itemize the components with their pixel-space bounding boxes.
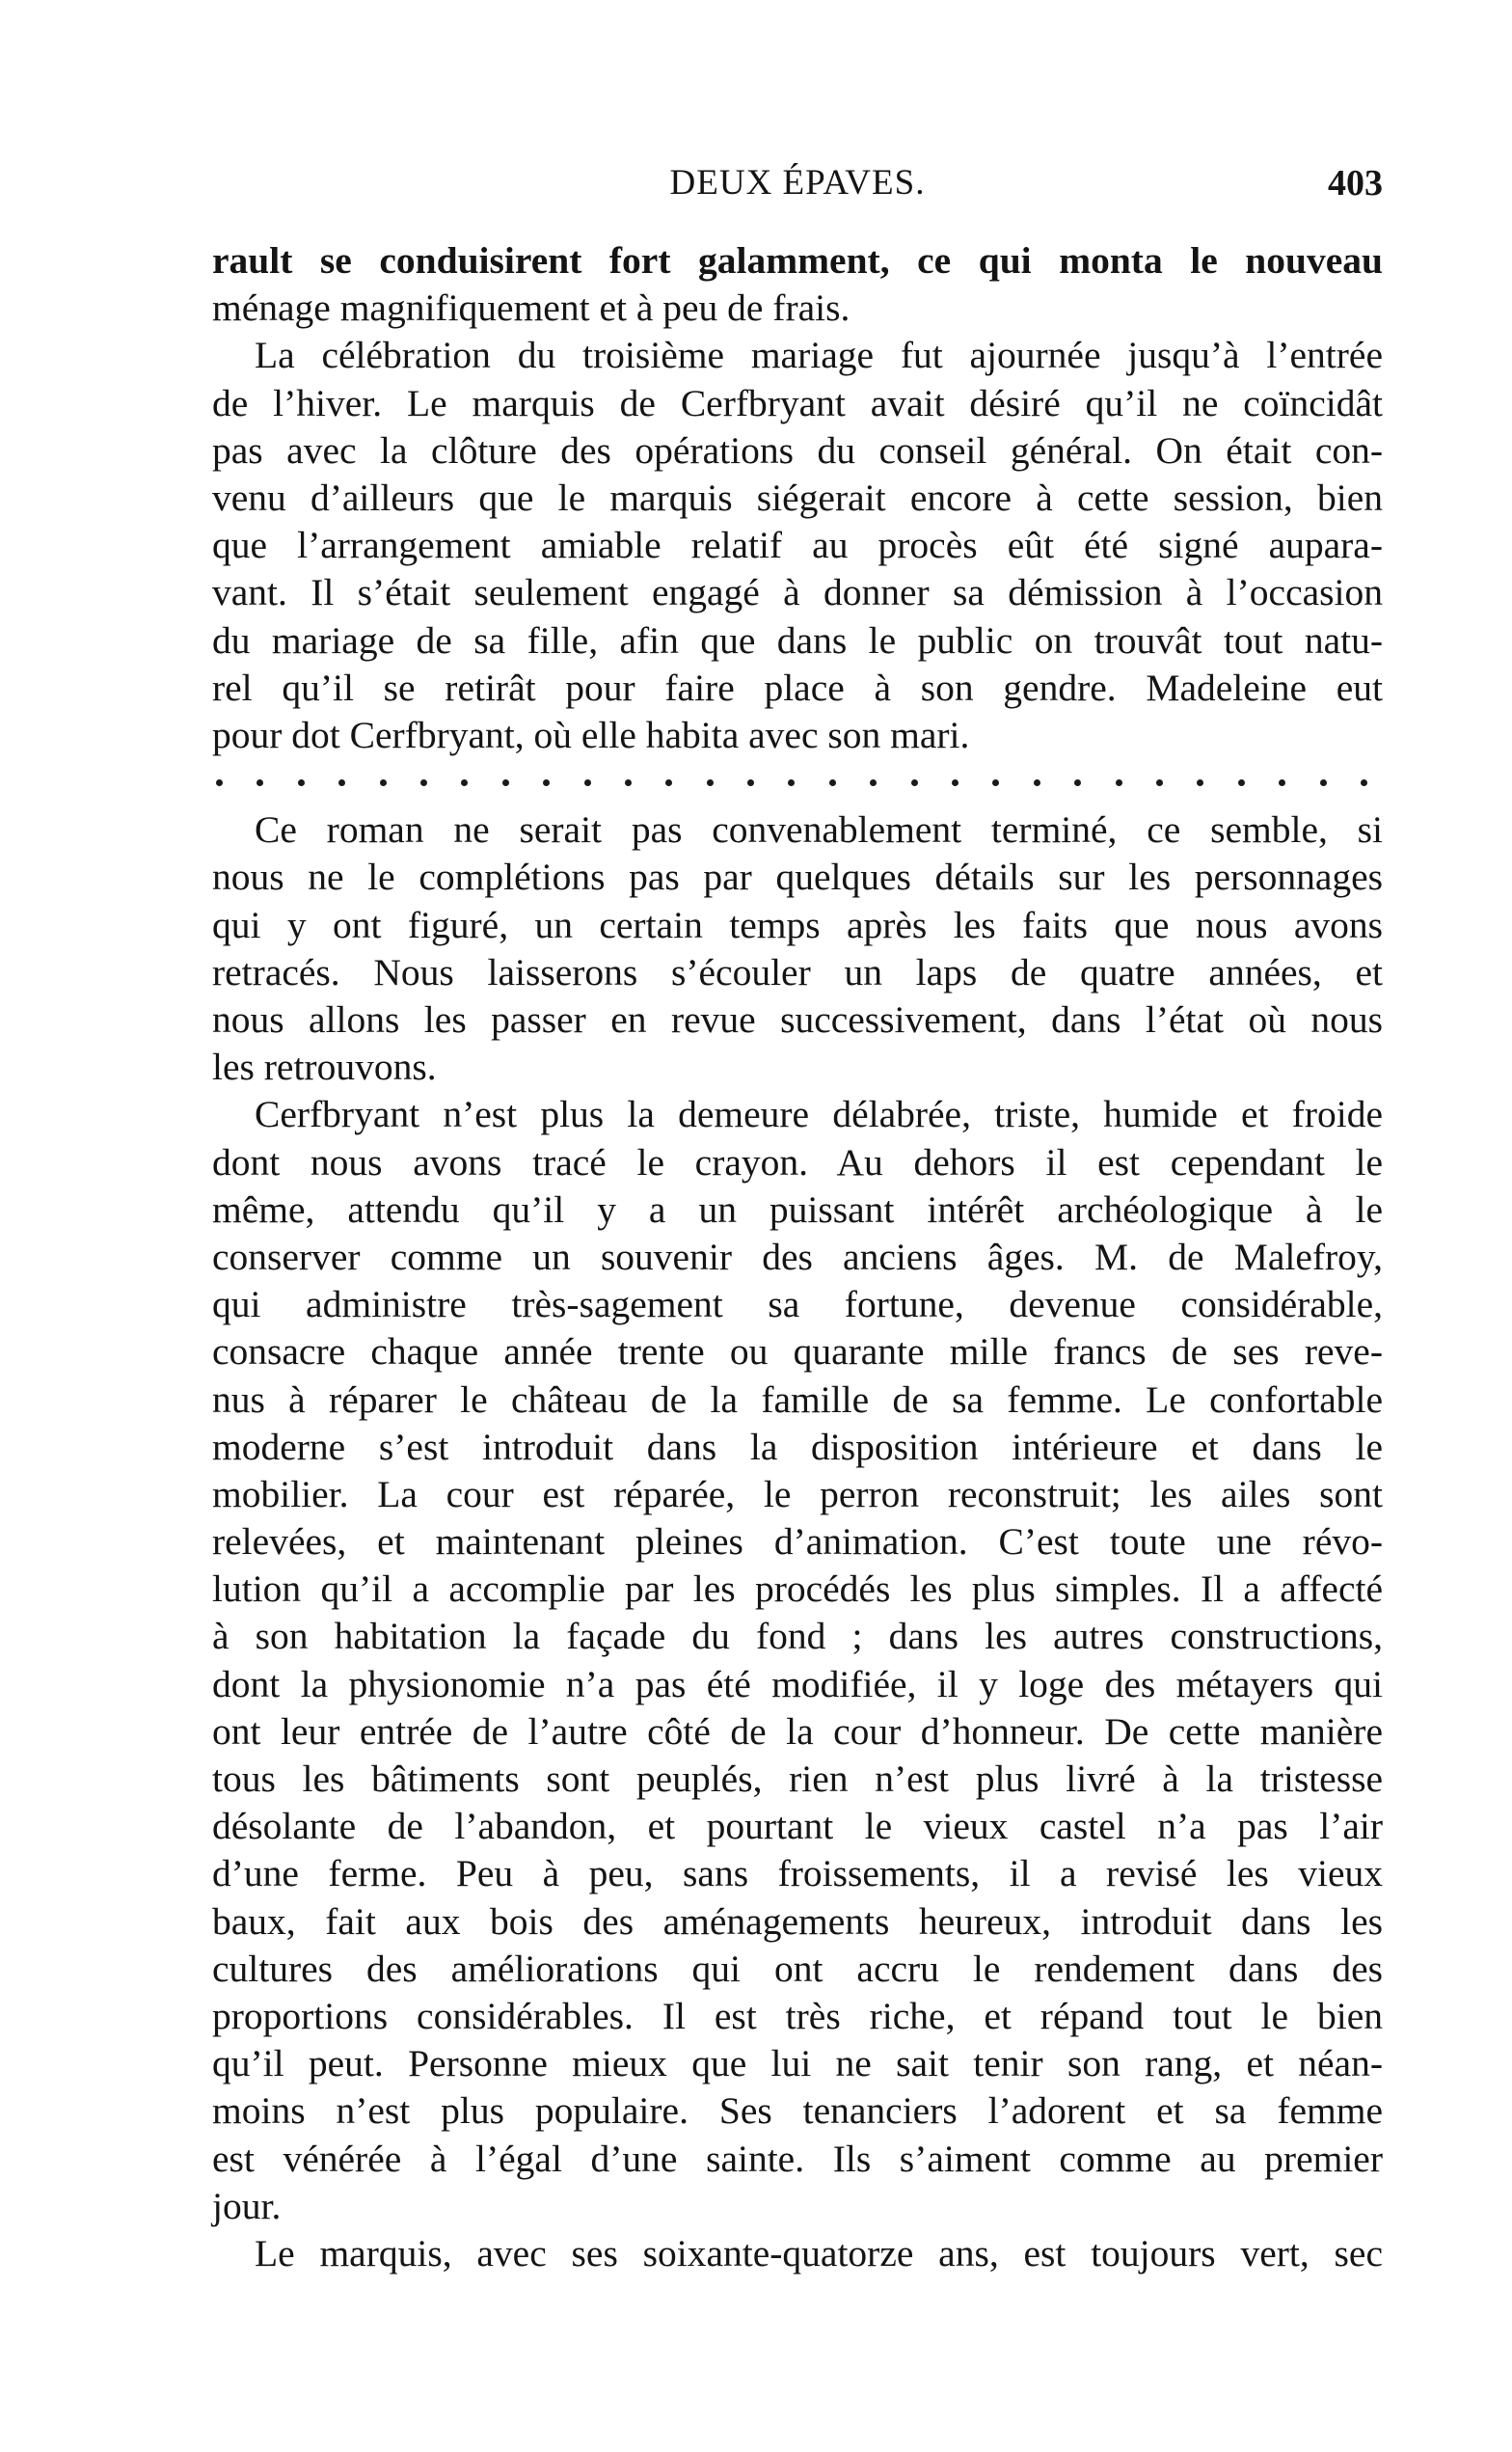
dot — [788, 779, 795, 786]
dot — [256, 779, 263, 786]
text-line: d’une ferme. Peu à peu, sans froissements, il a revisé les vieux — [212, 1852, 1383, 1895]
text-line: qu’il peut. Personne mieux que lui ne sait tenir son rang, et néan- — [212, 2042, 1383, 2085]
paragraph-start-line: Cerfbryant n’est plus la demeure délabrée, triste, humide et froide — [255, 1093, 1383, 1136]
text-line: qui administre très-sagement sa fortune, devenue considérable, — [212, 1283, 1383, 1326]
text-line: proportions considérables. Il est très riche, et répand tout le bien — [212, 1994, 1383, 2037]
text-line: rault se conduisirent fort galamment, ce qui monta le nouveau — [212, 239, 1383, 282]
text-line: consacre chaque année trente ou quarante mille francs de ses reve- — [212, 1330, 1383, 1374]
dot — [952, 779, 958, 786]
page-number: 403 — [1328, 163, 1383, 204]
text-line: ménage magnifiquement et à peu de frais. — [212, 286, 850, 330]
text-line: lution qu’il a accomplie par les procédés les plus simples. Il a affecté — [212, 1567, 1383, 1611]
dot — [584, 779, 591, 786]
dot — [1156, 779, 1163, 786]
text-line: de l’hiver. Le marquis de Cerfbryant avait désiré qu’il ne coïncidât — [212, 381, 1383, 424]
dot — [380, 779, 387, 786]
text-line: pas avec la clôture des opérations du conseil général. On était con- — [212, 428, 1383, 472]
text-line: à son habitation la façade du fond ; dans les autres constructions, — [212, 1615, 1383, 1658]
text-line: nous allons les passer en revue successivement, dans l’état où nous — [212, 998, 1383, 1041]
body-text — [212, 237, 1383, 2277]
text-line: cultures des améliorations qui ont accru le rendement dans des — [212, 1947, 1383, 1990]
paragraph-start-line: Le marquis, avec ses soixante-quatorze ans, est toujours vert, sec — [255, 2231, 1383, 2275]
dot — [870, 779, 877, 786]
text-line: ont leur entrée de l’autre côté de la cour d’honneur. De cette manière — [212, 1709, 1383, 1753]
text-line: retracés. Nous laisserons s’écouler un laps de quatre années, et — [212, 950, 1383, 994]
section-break-dots — [212, 759, 1383, 806]
dot — [461, 779, 468, 786]
dot — [338, 779, 345, 786]
text-line: dont la physionomie n’a pas été modifiée, il y loge des métayers qui — [212, 1662, 1383, 1705]
text-line: que l’arrangement amiable relatif au procès eût été signé aupara- — [212, 524, 1383, 567]
paragraph-start-line: La célébration du troisième mariage fut ajournée jusqu’à l’entrée — [255, 334, 1383, 377]
text-line: tous les bâtiments sont peuplés, rien n’est plus livré à la tristesse — [212, 1757, 1383, 1800]
text-line: du mariage de sa fille, afin que dans le public on trouvât tout natu- — [212, 618, 1383, 662]
dot — [1361, 779, 1367, 786]
text-line: pour dot Cerfbryant, où elle habita avec son mari. — [212, 713, 970, 756]
text-line: conserver comme un souvenir des anciens âges. M. de Malefroy, — [212, 1235, 1383, 1278]
dot — [829, 779, 836, 786]
dot — [665, 779, 672, 786]
dot — [420, 779, 427, 786]
running-title: DEUX ÉPAVES. — [669, 163, 926, 203]
text-line: baux, fait aux bois des aménagements heureux, introduit dans les — [212, 1899, 1383, 1943]
text-line: moins n’est plus populaire. Ses tenanciers l’adorent et sa femme — [212, 2089, 1383, 2133]
dot — [1238, 779, 1245, 786]
text-line: mobilier. La cour est réparée, le perron reconstruit; les ailes sont — [212, 1472, 1383, 1515]
text-line: venu d’ailleurs que le marquis siégerait encore à cette session, bien — [212, 476, 1383, 519]
dot — [1320, 779, 1327, 786]
dot — [992, 779, 999, 786]
running-head — [212, 154, 1383, 212]
dot — [1034, 779, 1040, 786]
text-line: désolante de l’abandon, et pourtant le vieux castel n’a pas l’air — [212, 1805, 1383, 1848]
dot — [216, 779, 223, 786]
text-line: est vénérée à l’égal d’une sainte. Ils s’aiment comme au premier — [212, 2137, 1383, 2180]
paragraph-start-line: Ce roman ne serait pas convenablement terminé, ce semble, si — [255, 808, 1383, 852]
text-line: nous ne le complétions pas par quelques détails sur les personnages — [212, 856, 1383, 899]
dot — [543, 779, 550, 786]
text-line: vant. Il s’était seulement engagé à donner sa démission à l’occasion — [212, 571, 1383, 614]
dot — [625, 779, 632, 786]
dot — [1197, 779, 1203, 786]
dot — [1116, 779, 1122, 786]
text-line: dont nous avons tracé le crayon. Au dehors il est cependant le — [212, 1140, 1383, 1184]
text-line: même, attendu qu’il y a un puissant intérêt archéologique à le — [212, 1187, 1383, 1231]
text-line: rel qu’il se retirât pour faire place à son gendre. Madeleine eut — [212, 666, 1383, 709]
dot — [1074, 779, 1081, 786]
text-line: nus à réparer le château de la famille de sa femme. Le confortable — [212, 1377, 1383, 1421]
dot — [1279, 779, 1285, 786]
text-line: relevées, et maintenant pleines d’animation. C’est toute une révo- — [212, 1520, 1383, 1564]
dot — [747, 779, 754, 786]
text-line: qui y ont figuré, un certain temps après les faits que nous avons — [212, 903, 1383, 946]
text-line: jour. — [212, 2184, 282, 2227]
dot — [707, 779, 714, 786]
dot — [298, 779, 305, 786]
text-line: moderne s’est introduit dans la disposition intérieure et dans le — [212, 1425, 1383, 1468]
dot — [911, 779, 918, 786]
text-line: les retrouvons. — [212, 1046, 437, 1089]
dot — [502, 779, 509, 786]
